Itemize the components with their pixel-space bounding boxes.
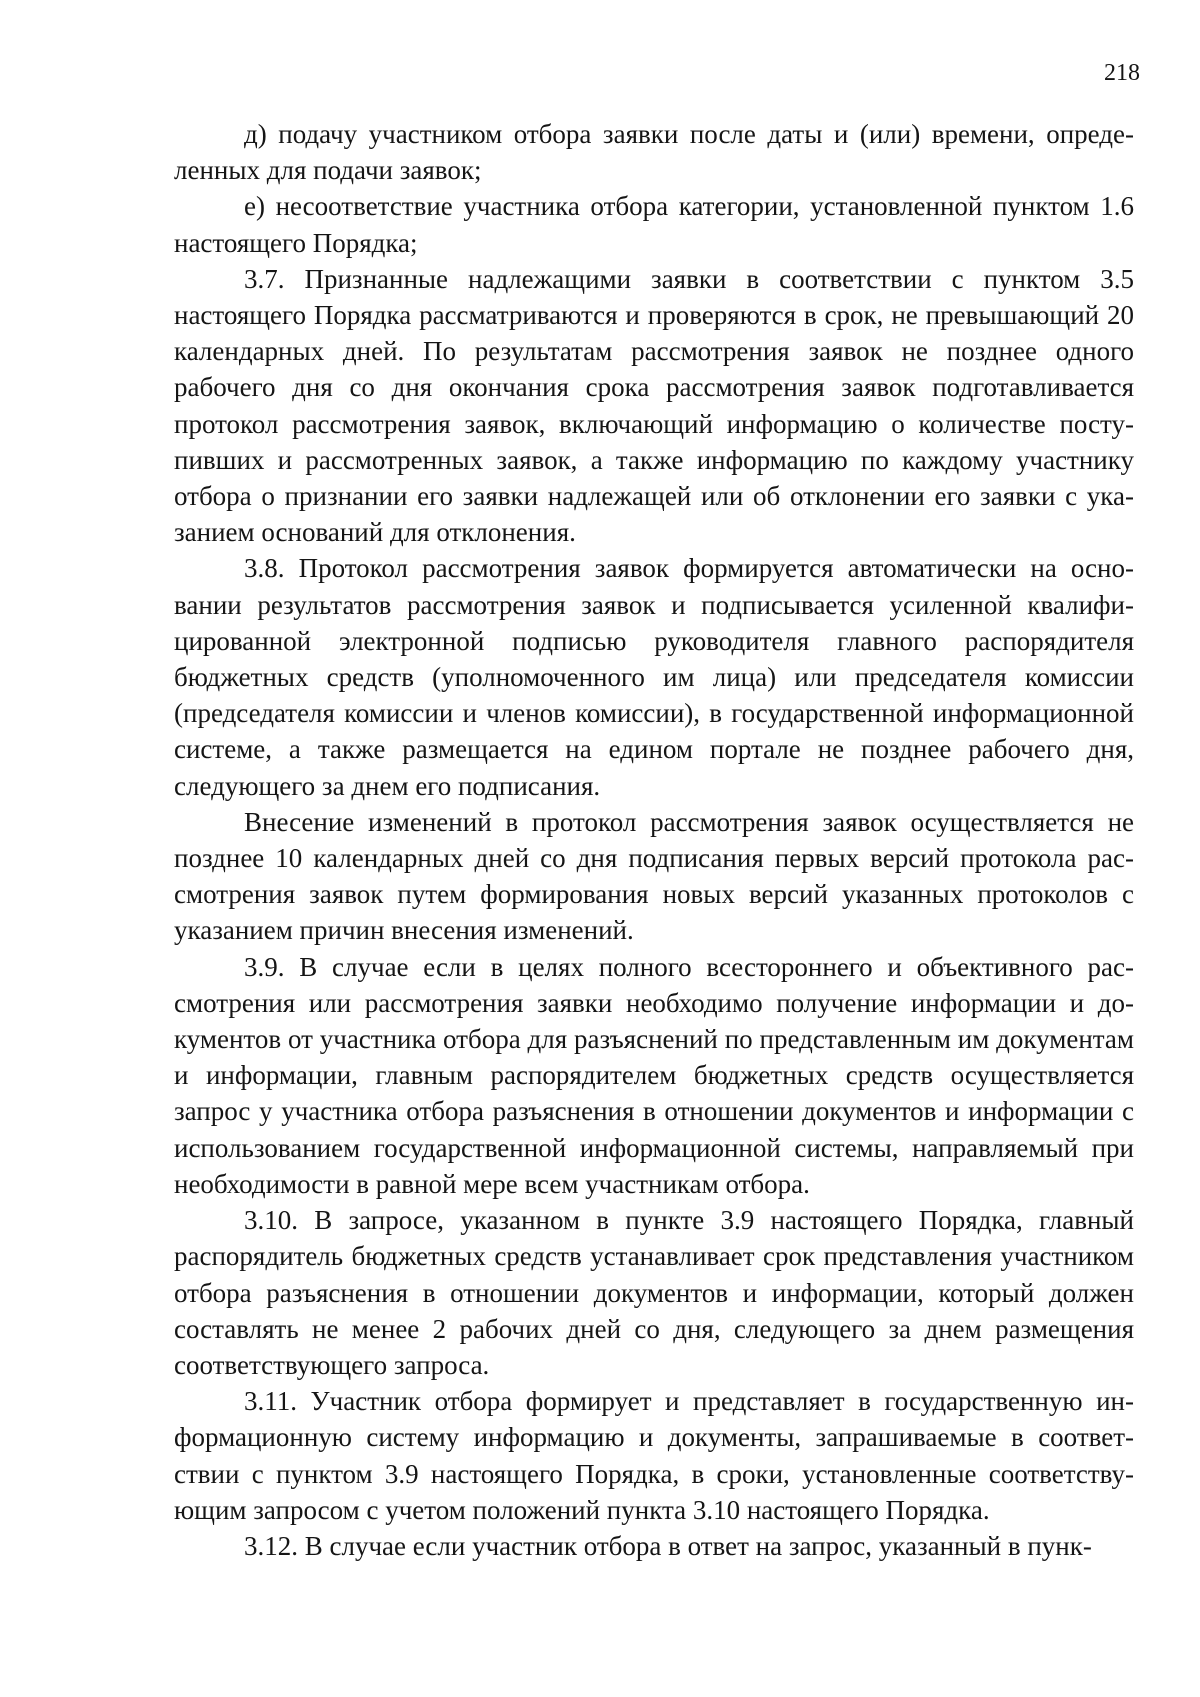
paragraph-3-11: 3.11. Участник отбора формирует и представляет в государственную информационную систему информацию и документы, запрашиваемые в соответствии с пунктом 3.9 настоящего Порядка, в сроки, установленные соответствующим запросом с учетом положений пункта 3.10 настоящего Порядка. <box>174 1386 1134 1525</box>
page-number: 218 <box>1104 60 1140 86</box>
paragraph-3-12: 3.12. В случае если участник отбора в ответ на запрос, указанный в пунк- <box>244 1530 1092 1561</box>
paragraph-3-8: 3.8. Протокол рассмотрения заявок формируется автоматически на основании результатов рассмотрения заявок и подписывается усиленной квалифицированной электронной подписью руководителя главного распорядителя бюджетных средств (уполномоченного им лица) или председателя комиссии (председателя комиссии и членов комиссии), в государственной информационной системе, а также размещается на едином портале не позднее рабочего дня, следующего за днем его подписания. <box>174 553 1134 801</box>
paragraph-item-e: е) несоответствие участника отбора категории, установленной пунктом 1.6 настоящего Порядка; <box>174 191 1134 258</box>
paragraph-3-9: 3.9. В случае если в целях полного всестороннего и объективного рассмотрения или рассмотрения заявки необходимо получение информации и документов от участника отбора для разъяснений по представленным им документам и информации, главным распорядителем бюджетных средств осуществляется запрос у участника отбора разъяснения в отношении документов и информации с использованием государственной информационной системы, направляемый при необходимости в равной мере всем участникам отбора. <box>174 951 1134 1199</box>
document-body <box>174 116 1134 1564</box>
paragraph-item-d: д) подачу участником отбора заявки после даты и (или) времени, определенных для подачи заявок; <box>174 119 1134 186</box>
paragraph-protocol-changes: Внесение изменений в протокол рассмотрения заявок осуществляется не позднее 10 календарных дней со дня подписания первых версий протокола рассмотрения заявок путем формирования новых версий указанных протоколов с указанием причин внесения изменений. <box>174 806 1134 946</box>
paragraph-3-10: 3.10. В запросе, указанном в пункте 3.9 настоящего Порядка, главный распорядитель бюджетных средств устанавливает срок представления участником отбора разъяснения в отношении документов и информации, который должен составлять не менее 2 рабочих дней со дня, следующего за днем размещения соответствующего запроса. <box>174 1205 1134 1380</box>
paragraph-3-7: 3.7. Признанные надлежащими заявки в соответствии с пунктом 3.5 настоящего Порядка рассматриваются и проверяются в срок, не превышающий 20 календарных дней. По результатам рассмотрения заявок не позднее одного рабочего дня со дня окончания срока рассмотрения заявок подготавливается протокол рассмотрения заявок, включающий информацию о количестве поступивших и рассмотренных заявок, а также информацию по каждому участнику отбора о признании его заявки надлежащей или об отклонении его заявки с указанием оснований для отклонения. <box>174 263 1134 548</box>
